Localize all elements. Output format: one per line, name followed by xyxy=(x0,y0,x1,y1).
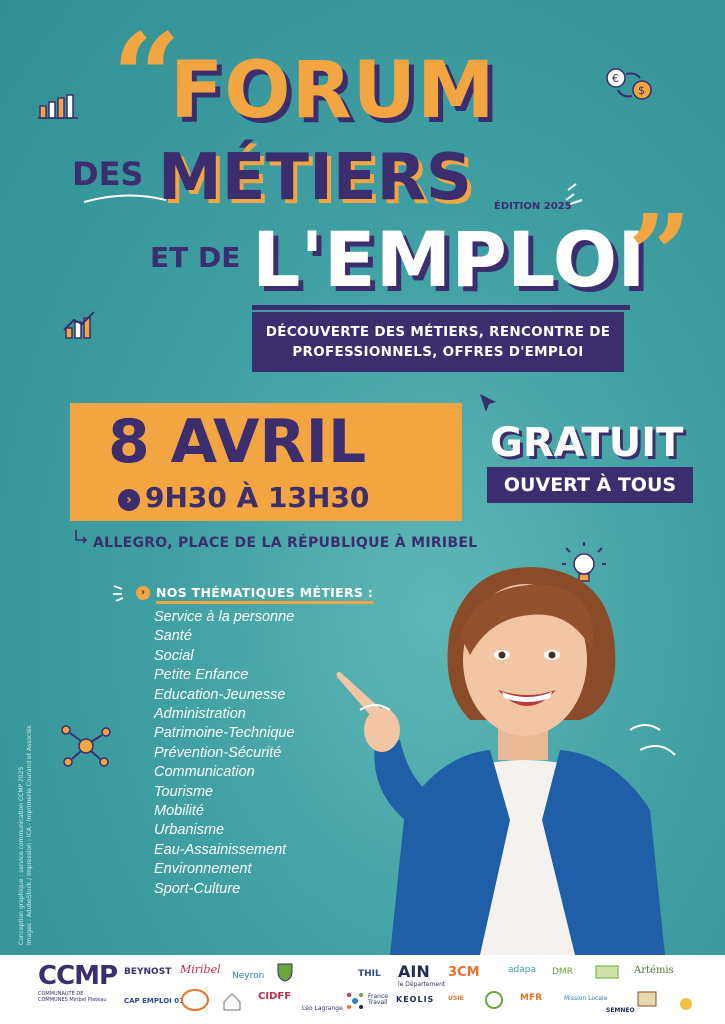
credits-line-2: Images : AdobeStock / Impression : ICA - Imprimerie Courand et Associés xyxy=(26,725,33,945)
title-et-de: ET DE xyxy=(150,241,241,274)
partner-logo-neyron: Neyron xyxy=(232,971,265,981)
quote-close-mark: ” xyxy=(628,190,692,319)
title-des: DES xyxy=(72,155,144,193)
smiling-woman-photo xyxy=(330,560,725,955)
emblem-logo-icon xyxy=(636,990,658,1008)
sparkle-lines-small-icon xyxy=(110,580,134,604)
partner-logo-cap-emploi: CAP EMPLOI 01 xyxy=(124,997,184,1005)
event-location: ALLEGRO, PLACE DE LA RÉPUBLIQUE À MIRIBEL xyxy=(93,535,478,551)
arrow-down-right-icon xyxy=(72,528,90,546)
growth-chart-doodle-icon xyxy=(60,310,100,342)
partner-logo-semneo: SEMNEO xyxy=(606,1007,635,1014)
title-emploi: L'EMPLOI xyxy=(252,215,646,304)
title-metiers: MÉTIERS xyxy=(158,141,472,215)
partner-emblem-icon xyxy=(180,988,210,1012)
crest-icon xyxy=(276,962,294,982)
open-to-all-banner: OUVERT À TOUS xyxy=(487,467,693,503)
theme-item: Tourisme xyxy=(154,783,214,800)
subtitle-line-1: DÉCOUVERTE DES MÉTIERS, RENCONTRE DE xyxy=(265,324,611,340)
theme-item: Santé xyxy=(154,628,192,645)
title-underline xyxy=(252,305,630,310)
gratuit-label: GRATUIT xyxy=(490,420,684,466)
theme-item: Administration xyxy=(154,706,246,723)
chevron-right-icon: › xyxy=(118,489,140,511)
network-icon xyxy=(58,722,114,770)
ccmp-logo xyxy=(38,961,118,1003)
theme-item: Patrimoine-Technique xyxy=(154,725,295,742)
event-time: 9H30 À 13H30 xyxy=(145,481,370,514)
quote-open-mark: “ xyxy=(112,7,182,148)
partner-logo-mfr: MFR xyxy=(520,993,543,1003)
partner-logo-dmr: DMR xyxy=(552,967,573,977)
themes-heading: NOS THÉMATIQUES MÉTIERS : xyxy=(156,585,373,604)
theme-item: Sport-Culture xyxy=(154,880,241,897)
partner-logo-thil: THIL xyxy=(358,969,381,979)
theme-item: Petite Enfance xyxy=(154,667,249,684)
svg-text:$: $ xyxy=(638,84,645,97)
edition-label: ÉDITION 2025 xyxy=(494,201,572,212)
partner-logo-ain-sub: le Département xyxy=(398,981,446,988)
sun-logo-icon xyxy=(676,994,696,1014)
round-logo-icon xyxy=(484,990,504,1010)
partner-logo-adapa: adapa xyxy=(508,965,536,975)
theme-item: Prévention-Sécurité xyxy=(154,744,282,761)
bar-chart-doodle-icon xyxy=(36,92,80,122)
chevron-right-small-icon: › xyxy=(136,586,150,600)
partner-logo-mission-locale: Mission Locale xyxy=(564,995,608,1002)
partner-logo-keolis: KEOLIS xyxy=(396,995,435,1004)
partner-logo-3cm: 3CM xyxy=(448,965,480,980)
themes-list xyxy=(154,608,295,899)
cursor-icon xyxy=(476,390,502,416)
theme-item: Urbanisme xyxy=(154,822,225,839)
partner-logo-artemis: Artémis xyxy=(634,965,674,976)
partner-logo-beynost: BEYNOST xyxy=(124,967,172,977)
partner-logo-france-travail: France Travail xyxy=(368,993,388,1006)
partner-logo-usie: USIE xyxy=(448,995,464,1002)
partner-logo-leo-lagrange: Léo Lagrange xyxy=(302,1005,343,1012)
subtitle-line-2: PROFESSIONNELS, OFFRES D'EMPLOI xyxy=(292,344,584,360)
ccmp-logo-subtitle: COMMUNAUTÉ DE COMMUNES Miribel Plateau xyxy=(38,991,107,1003)
flag-logo-icon xyxy=(594,964,620,980)
ccmp-logo-letters: CCMP xyxy=(38,961,118,991)
partner-logo-cidff: CIDFF xyxy=(258,991,292,1002)
credits-text xyxy=(18,705,34,945)
theme-item: Education-Jeunesse xyxy=(154,686,286,703)
subtitle-banner xyxy=(252,312,624,372)
partner-logo-ain: AIN xyxy=(398,962,430,981)
credits-line-1: Conception graphique : service communication CCMP 2025 xyxy=(18,766,25,945)
house-icon xyxy=(222,990,242,1012)
network-dots-icon xyxy=(346,992,364,1010)
theme-item: Communication xyxy=(154,764,255,781)
theme-item: Environnement xyxy=(154,861,252,878)
currency-exchange-icon xyxy=(602,66,658,106)
partner-logo-miribel: Miribel xyxy=(180,963,221,976)
svg-text:€: € xyxy=(612,72,619,85)
theme-item: Mobilité xyxy=(154,803,204,820)
title-forum: FORUM xyxy=(170,46,496,136)
theme-item: Eau-Assainissement xyxy=(154,841,287,858)
event-date: 8 AVRIL xyxy=(108,407,367,477)
theme-item: Social xyxy=(154,647,194,664)
theme-item: Service à la personne xyxy=(154,609,295,625)
